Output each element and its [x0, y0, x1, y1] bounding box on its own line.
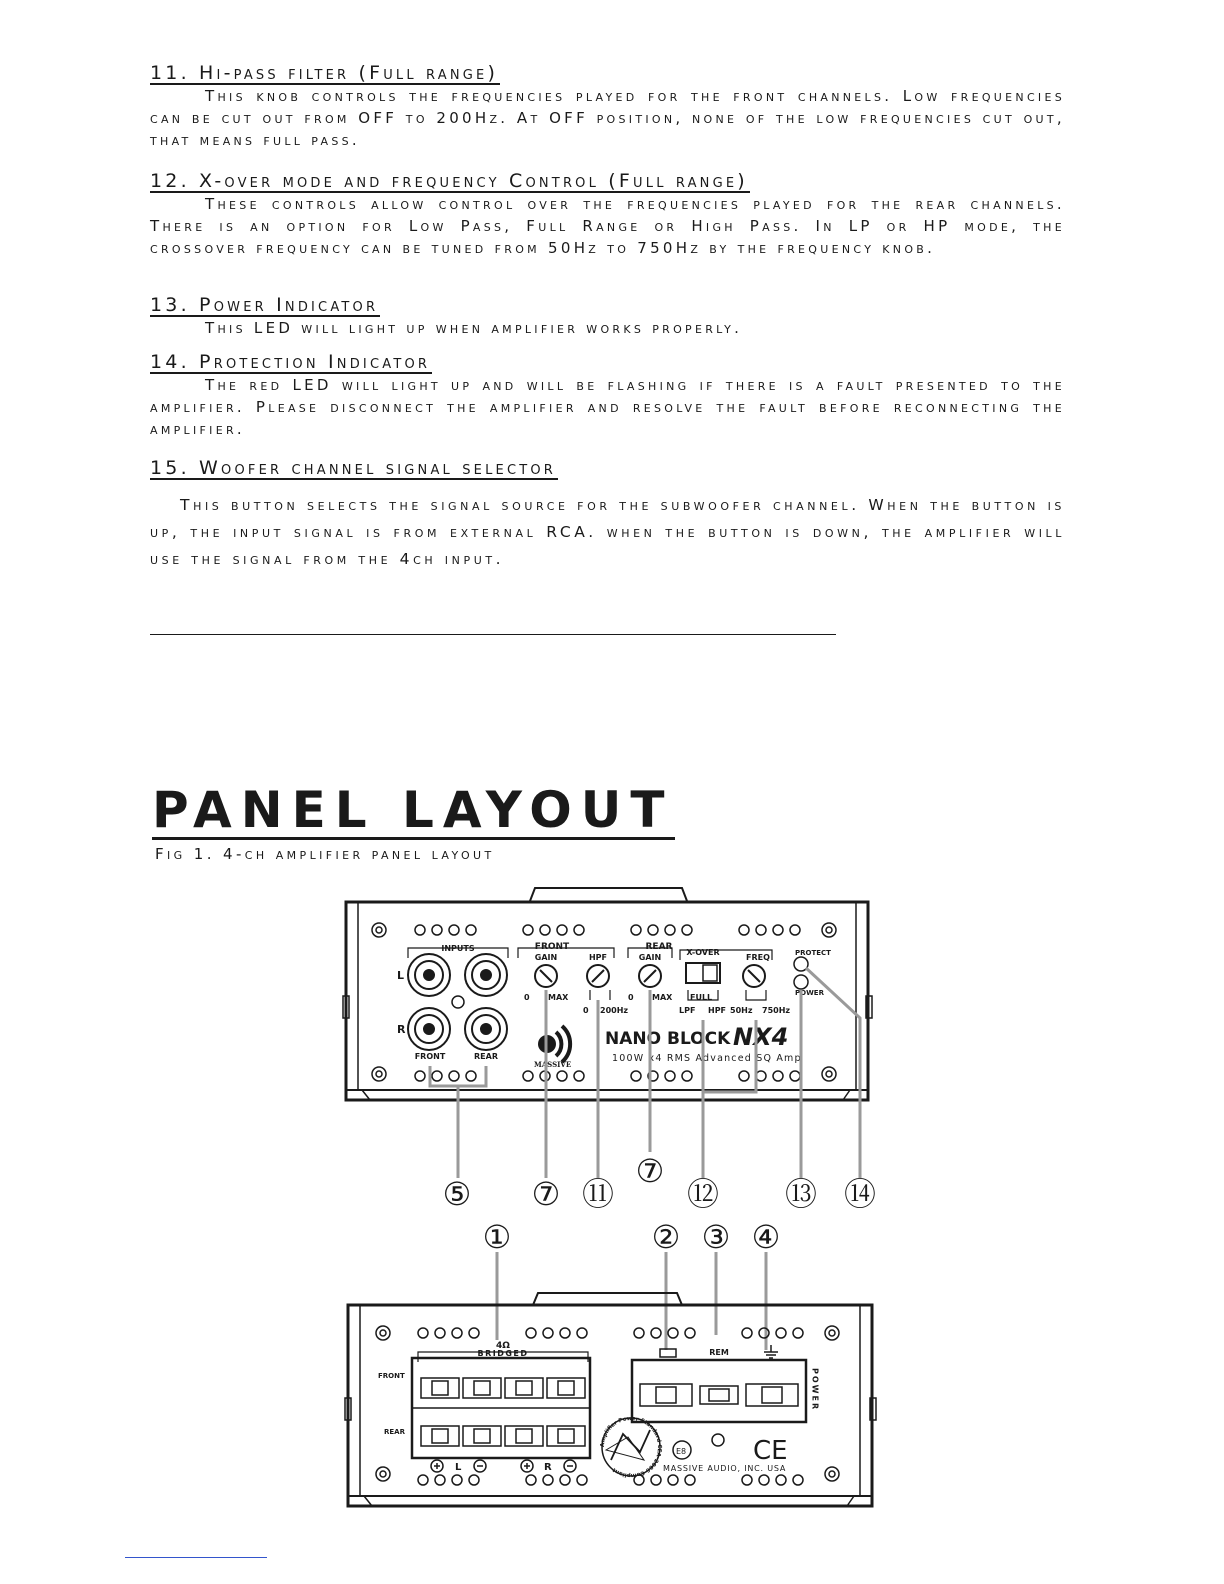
power-terminals	[640, 1384, 798, 1406]
product-name: NANO BLOCK	[605, 1029, 731, 1049]
section-body: This button selects the signal source for the subwoofer channel. When the button is up, the input signal is from external RCA. when the button is down, the amplifier will use the signal from the 4ch input.	[150, 496, 1065, 568]
freq-max: 750Hz	[762, 1006, 791, 1015]
rca-jacks	[408, 954, 507, 1050]
callout-3: ③	[701, 1218, 731, 1256]
left-channel-label: L	[455, 1462, 462, 1473]
brand-label: MASSIVE	[534, 1060, 572, 1069]
rear-panel	[345, 1293, 876, 1506]
callout-11: ⑪	[581, 1175, 615, 1213]
xover-label: X-OVER	[686, 948, 720, 957]
front-panel	[343, 888, 872, 1100]
rating-label: 100W x4 RMS Advanced SQ Amp	[612, 1053, 802, 1064]
company-label: MASSIVE AUDIO, INC. USA	[663, 1464, 787, 1473]
speaker-terminals	[421, 1378, 585, 1446]
lpf-label: LPF	[679, 1006, 696, 1015]
section-title: 13. Power Indicator	[150, 294, 379, 316]
callout-7-front: ⑦	[531, 1175, 561, 1213]
page-title: PANEL LAYOUT	[152, 781, 674, 839]
front-label: FRONT	[414, 1052, 446, 1061]
figure-caption: Fig 1. 4-ch amplifier panel layout	[155, 845, 495, 863]
right-channel-label: R	[544, 1462, 552, 1473]
front-gain-label: GAIN	[534, 953, 558, 962]
callout-1: ①	[482, 1218, 512, 1256]
bridged-label: BRIDGED	[477, 1349, 529, 1358]
callout-4: ④	[751, 1218, 781, 1256]
freq-min: 50Hz	[730, 1006, 753, 1015]
section-title: 14. Protection Indicator	[150, 351, 431, 373]
callout-7-rear: ⑦	[635, 1152, 665, 1190]
freq-label: FREQ	[746, 953, 770, 962]
rear-gain-label: GAIN	[638, 953, 662, 962]
section-body: The red LED will light up and will be flashing if there is a fault presented to the amplifier. Please disconnect the amplifier and resolve the fault before reconnecting the amplifier.	[150, 376, 1065, 438]
protect-label: PROTECT	[795, 949, 831, 957]
full-label: FULL	[690, 993, 713, 1002]
section-title: 12. X-over mode and frequency Control (Full range)	[150, 170, 748, 192]
ce-mark: CE	[753, 1436, 788, 1466]
massive-logo-icon	[538, 1026, 570, 1062]
section-body: This LED will light up when amplifier works properly.	[205, 319, 743, 337]
rear-gain-min: 0	[628, 993, 634, 1002]
callout-13: ⑬	[784, 1175, 818, 1213]
ohm-label: 4Ω	[496, 1341, 510, 1351]
section-title: 15. Woofer channel signal selector	[150, 457, 557, 479]
hpf-min: 0	[583, 1006, 589, 1015]
rear-label: REAR	[474, 1052, 498, 1061]
footer-line	[125, 1557, 267, 1558]
cea-seal-text: Amplifier Power Standard CEA-2006 Compliant	[599, 1415, 663, 1479]
hpf-mode-label: HPF	[708, 1006, 727, 1015]
rear-group-label: REAR	[645, 942, 673, 952]
callout-14: ⑭	[843, 1175, 877, 1213]
battery-icon	[660, 1349, 676, 1357]
model-name: NX4	[733, 1023, 789, 1051]
callouts-bottom	[483, 1218, 781, 1256]
rear-front-label: FRONT	[378, 1372, 405, 1380]
callout-12: ⑫	[686, 1175, 720, 1213]
rear-gain-max: MAX	[652, 993, 673, 1002]
inputs-label: INPUTS	[441, 944, 475, 953]
rem-label: REM	[709, 1348, 729, 1357]
section-body: These controls allow control over the frequencies played for the rear channels. There is an option for Low Pass, Full Range or High Pass. In LP or HP mode, the crossover frequency can be tuned from 50Hz to 750Hz by the frequency knob.	[150, 195, 1065, 257]
callouts-top	[443, 1152, 876, 1213]
knobs	[535, 965, 765, 987]
front-gain-max: MAX	[548, 993, 569, 1002]
callout-5: ⑤	[442, 1175, 472, 1213]
r-label: R	[397, 1023, 406, 1036]
polarity-icons	[431, 1460, 576, 1472]
l-label: L	[397, 969, 405, 982]
front-group-label: FRONT	[534, 942, 570, 952]
e-mark-label: E8	[676, 1447, 687, 1456]
hpf-max: 200Hz	[600, 1006, 629, 1015]
hpf-label: HPF	[588, 953, 608, 962]
power-label: POWER	[795, 989, 824, 997]
rear-rear-label: REAR	[384, 1428, 405, 1436]
section-body: This knob controls the frequencies played for the front channels. Low frequencies can be cut out from OFF to 200Hz. At OFF position, none of the low frequencies cut out, that means full pass.	[150, 87, 1065, 149]
section-title: 11. Hi-pass filter (Full range)	[150, 62, 499, 84]
front-gain-min: 0	[524, 993, 530, 1002]
callout-2: ②	[651, 1218, 681, 1256]
rear-power-label: POWER	[810, 1368, 820, 1412]
